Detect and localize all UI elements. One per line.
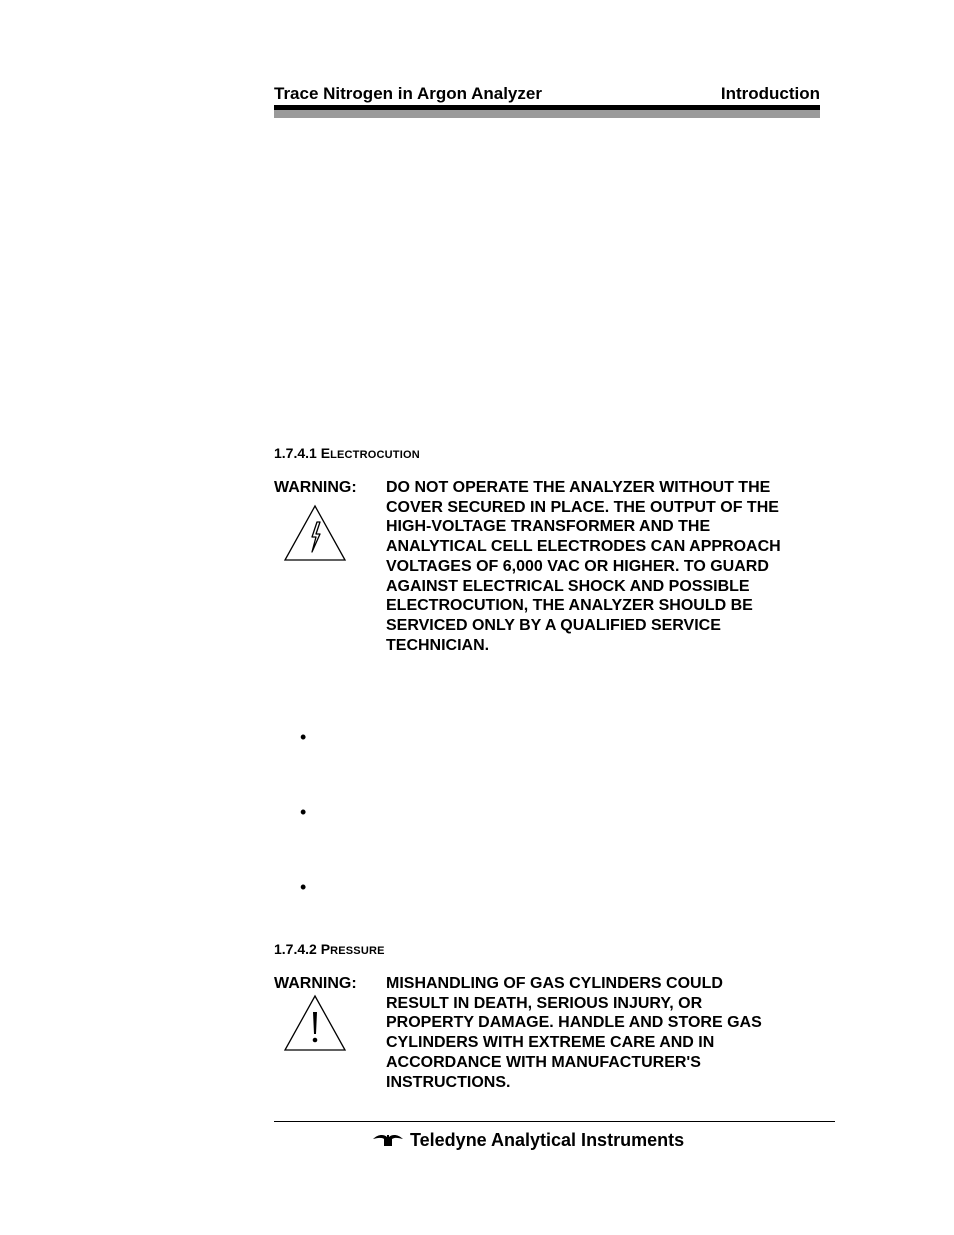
- section-number: 1.7.4.1: [274, 445, 317, 461]
- warning-text-electrocution: [386, 478, 826, 655]
- warning-line: AGAINST ELECTRICAL SHOCK AND POSSIBLE: [386, 577, 750, 595]
- warning-line: SERVICED ONLY BY A QUALIFIED SERVICE: [386, 616, 721, 634]
- warning-line: MISHANDLING OF GAS CYLINDERS COULD: [386, 975, 723, 992]
- section-title-rest: RESSURE: [330, 945, 385, 957]
- warning-label: WARNING:: [274, 479, 357, 496]
- section-title-initial: P: [320, 941, 331, 957]
- footer-rule: [274, 1121, 835, 1122]
- section-title-rest: LECTROCUTION: [330, 449, 420, 461]
- footer: [372, 1128, 684, 1152]
- warning-line: VOLTAGES OF 6,000 VAC OR HIGHER. TO GUARD: [386, 557, 769, 575]
- warning-line: RESULT IN DEATH, SERIOUS INJURY, OR: [386, 994, 703, 1012]
- running-header-title: Trace Nitrogen in Argon Analyzer: [274, 84, 542, 103]
- warning-line: CYLINDERS WITH EXTREME CARE AND IN: [386, 1034, 715, 1052]
- warning-text-pressure: [386, 974, 826, 1092]
- warning-line: ANALYTICAL CELL ELECTRODES CAN APPROACH: [386, 538, 781, 556]
- warning-line: PROPERTY DAMAGE. HANDLE AND STORE GAS: [386, 1014, 762, 1032]
- list-bullet: •: [300, 727, 307, 747]
- warning-line: DO NOT OPERATE THE ANALYZER WITHOUT THE: [386, 479, 771, 496]
- section-title-initial: E: [320, 445, 331, 461]
- warning-line: COVER SECURED IN PLACE. THE OUTPUT OF THE: [386, 498, 779, 516]
- section-number: 1.7.4.2: [274, 941, 317, 957]
- warning-line: HIGH-VOLTAGE TRANSFORMER AND THE: [386, 518, 711, 536]
- caution-exclamation-icon: [283, 994, 347, 1052]
- header-rule-gray: [274, 110, 820, 118]
- list-bullet: •: [300, 877, 307, 897]
- warning-line: ACCORDANCE WITH MANUFACTURER'S: [386, 1053, 701, 1071]
- warning-line: INSTRUCTIONS.: [386, 1073, 511, 1091]
- running-header-chapter: Introduction: [720, 84, 820, 103]
- footer-company-name: Teledyne Analytical Instruments: [410, 1129, 685, 1150]
- high-voltage-warning-icon: [283, 504, 347, 562]
- teledyne-logo-icon: [372, 1133, 404, 1147]
- warning-line: TECHNICIAN.: [386, 636, 490, 654]
- list-bullet: •: [300, 802, 307, 822]
- warning-label: WARNING:: [274, 975, 357, 992]
- section-heading-pressure: [274, 941, 385, 957]
- warning-line: ELECTROCUTION, THE ANALYZER SHOULD BE: [386, 597, 753, 615]
- section-heading-electrocution: [274, 445, 420, 461]
